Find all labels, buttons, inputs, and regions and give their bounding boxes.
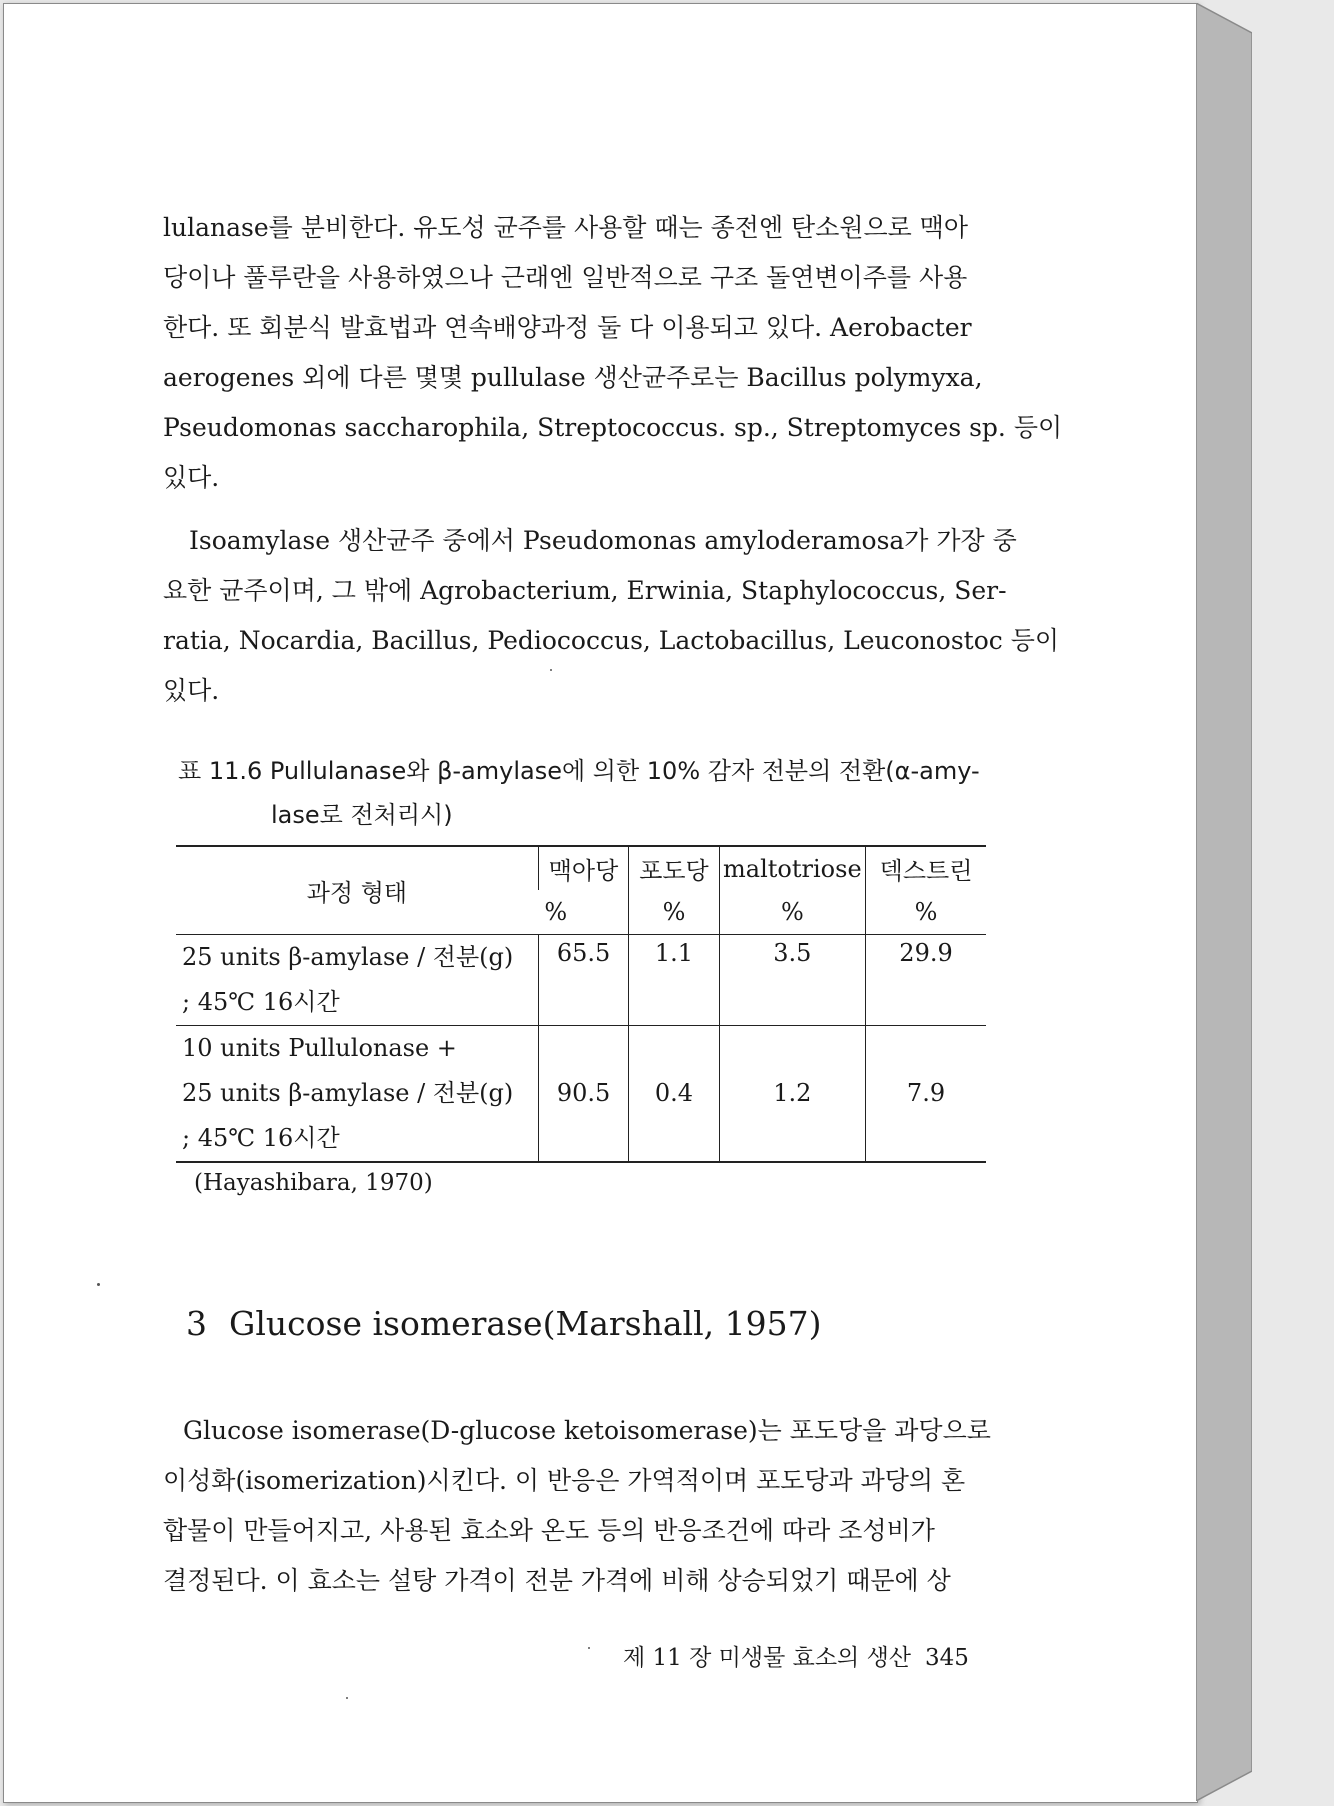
process-line: ; 45℃ 16시간 [182,987,340,1016]
paragraph-line: ratia, Nocardia, Bacillus, Pediococcus, Lactobacillus, Leuconostoc 등이 [163,626,1059,655]
column-unit: % [719,890,865,934]
section-number: 3 [186,1304,207,1343]
column-unit: % [866,890,986,934]
paragraph-line: 있다. [163,676,220,705]
book-spine [1196,3,1252,1801]
paragraph-line: 합물이 만들어지고, 사용된 효소와 온도 등의 반응조건에 따라 조성비가 [163,1516,935,1545]
section-heading [186,1304,822,1343]
table-caption-continued: lase로 전처리시) [271,801,453,829]
scan-speck [346,1697,348,1699]
table-cell: 7.9 [866,1025,986,1162]
column-unit: % [629,890,719,934]
footer-chapter: 제 11 장 미생물 효소의 생산 [623,1645,912,1671]
process-header: 과정 형태 [176,846,538,934]
paragraph-line: Isoamylase 생산균주 중에서 Pseudomonas amyloderamosa가 가장 중 [189,526,1017,555]
paragraph-line: 있다. [163,463,220,492]
paragraph-line: Pseudomonas saccharophila, Streptococcus. sp., Streptomyces sp. 등이 [163,413,1063,442]
paragraph-line: 한다. 또 회분식 발효법과 연속배양과정 둘 다 이용되고 있다. Aerobacter [163,313,972,342]
column-header-dextrin: 덱스트린 [866,846,986,890]
paragraph-glucose-isomerase [163,1406,1010,1606]
paragraph-line: 이성화(isomerization)시킨다. 이 반응은 가역적이며 포도당과 과당의 혼 [163,1466,966,1495]
process-line: ; 45℃ 16시간 [182,1123,340,1152]
paragraph-line: lulanase를 분비한다. 유도성 균주를 사용할 때는 종전엔 탄소원으로 맥아 [163,213,969,242]
table-caption: 표 11.6 Pullulanase와 β-amylase에 의한 10% 감자 전분의 전환(α-amy- [178,757,980,785]
scan-speck [588,1647,590,1649]
paragraph-isoamylase [163,516,1059,716]
process-line: 10 units Pullulonase + [182,1033,457,1062]
table-cell: 0.4 [629,1025,719,1162]
column-header-maltose: 맥아당 [538,846,628,890]
conversion-table [176,845,986,1163]
scan-speck [97,1283,100,1286]
paragraph-line: 결정된다. 이 효소는 설탕 가격이 전분 가격에 비해 상승되었기 때문에 상 [163,1566,951,1595]
process-line: 25 units β-amylase / 전분(g) [182,942,514,971]
process-line: 25 units β-amylase / 전분(g) [182,1078,514,1107]
paragraph-line: Glucose isomerase(D-glucose ketoisomerase)는 포도당을 과당으로 [183,1416,991,1445]
table-cell: 90.5 [538,1025,628,1162]
paragraph-line: 요한 균주이며, 그 밖에 Agrobacterium, Erwinia, Staphylococcus, Ser- [163,576,1007,605]
scan-speck [550,669,552,671]
table-cell: 1.2 [719,1025,865,1162]
table-row-process [176,934,538,1025]
paragraph-line: 당이나 풀루란을 사용하였으나 근래엔 일반적으로 구조 돌연변이주를 사용 [163,263,968,292]
column-unit: % [544,897,568,926]
page-number: 345 [925,1645,969,1671]
table-cell: 1.1 [629,934,719,1025]
table-cell: 29.9 [866,934,986,1025]
column-header-glucose: 포도당 [629,846,719,890]
running-footer [623,1639,969,1672]
column-header-maltotriose: maltotriose [719,846,865,890]
section-title: Glucose isomerase(Marshall, 1957) [229,1304,822,1343]
table-source: (Hayashibara, 1970) [194,1170,433,1196]
table-cell: 3.5 [719,934,865,1025]
paragraph-pullulanase [163,203,1063,503]
table-cell: 65.5 [538,934,628,1025]
table-row-process [176,1025,538,1162]
paragraph-line: aerogenes 외에 다른 몇몇 pullulase 생산균주로는 Bacillus polymyxa, [163,363,983,392]
